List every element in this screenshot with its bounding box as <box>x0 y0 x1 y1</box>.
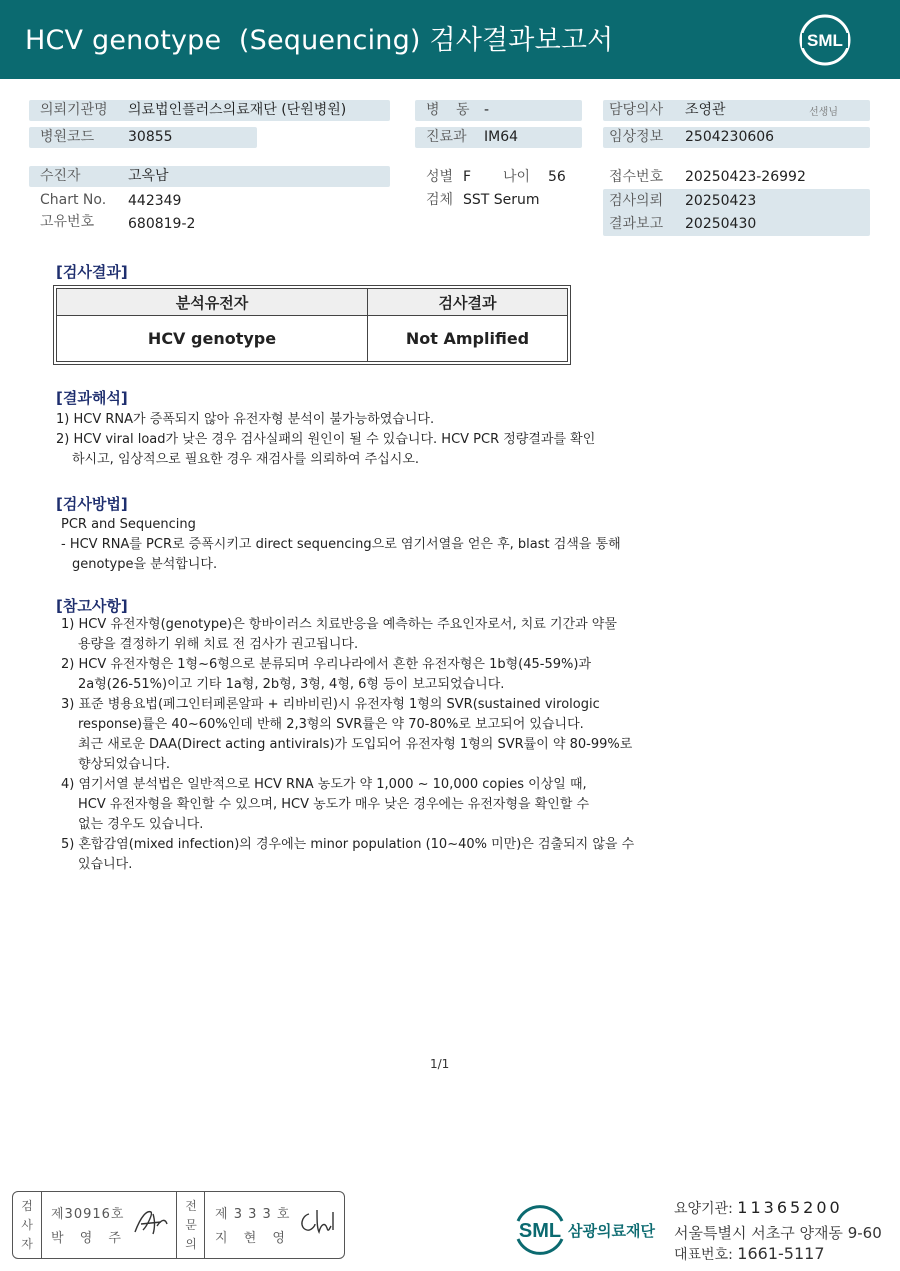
patient-value: 고옥남 <box>128 168 169 184</box>
reference-line: 1) HCV 유전자형(genotype)은 항바이러스 치료반응을 예측하는 주요인자로서, 치료 기간과 약물 <box>61 617 617 632</box>
specialist-license-number: 제 3 3 3 호 <box>215 1207 291 1222</box>
footer-phone-row <box>674 1244 825 1264</box>
reference-line: response)률은 40~60%인데 반해 2,3형의 SVR률은 약 70-80%로 보고되어 있습니다. <box>78 717 584 732</box>
gene-column-header: 분석유전자 <box>57 289 368 316</box>
receipt-value: 20250423-26992 <box>685 169 806 185</box>
reference-line: 최근 새로운 DAA(Direct acting antivirals)가 도입되어 유전자형 1형의 SVR률이 약 80-99%로 <box>78 737 633 752</box>
specimen-label: 검체 <box>426 192 454 208</box>
reference-line: 용량을 결정하기 위해 치료 전 검사가 권고됩니다. <box>78 637 359 652</box>
tester-name: 박 영 주 <box>51 1231 127 1246</box>
logo-text: SML <box>807 31 843 50</box>
specialist-name: 지 현 영 <box>215 1231 291 1246</box>
result-table <box>56 288 568 362</box>
sex-value: F <box>463 169 472 185</box>
method-line: - HCV RNA를 PCR로 증폭시키고 direct sequencing으로 염기서열을 얻은 후, blast 검색을 통해 <box>61 537 621 552</box>
method-line: PCR and Sequencing <box>61 517 196 532</box>
footer-phone-value: 1661-5117 <box>737 1244 825 1263</box>
doctor-suffix: 선생님 <box>809 107 838 118</box>
divider <box>41 1192 42 1258</box>
hospital-code-label: 병원코드 <box>40 129 95 145</box>
ward-value: - <box>484 102 490 118</box>
institution-value: 의료법인플러스의료재단 (단원병원) <box>128 102 347 118</box>
patient-label: 수진자 <box>40 168 81 184</box>
result-column-header: 검사결과 <box>368 289 568 316</box>
chart-value: 442349 <box>128 193 182 209</box>
reference-line: 4) 염기서열 분석법은 일반적으로 HCV RNA 농도가 약 1,000 ~ 10,000 copies 이상일 때, <box>61 777 587 792</box>
page-number: 1/1 <box>430 1057 450 1071</box>
uid-label: 고유번호 <box>40 214 95 230</box>
interpretation-line: 하시고, 임상적으로 필요한 경우 재검사를 의뢰하여 주십시오. <box>72 452 420 467</box>
hospital-code-value: 30855 <box>128 129 173 145</box>
report-date-value: 20250430 <box>685 216 757 232</box>
specimen-value: SST Serum <box>463 192 540 208</box>
sml-footer-logo-icon <box>510 1199 570 1257</box>
reference-line: 2a형(26-51%)이고 기타 1a형, 2b형, 3형, 4형, 6형 등이 보고되었습니다. <box>78 677 505 692</box>
result-section-title: [검사결과] <box>56 263 128 281</box>
clinical-value: 2504230606 <box>685 129 775 145</box>
divider <box>204 1192 205 1258</box>
doctor-label: 담당의사 <box>609 102 664 118</box>
request-value: 20250423 <box>685 193 757 209</box>
footer-org-name: 삼광의료재단 <box>568 1222 655 1240</box>
ward-label: 병 동 <box>426 102 476 118</box>
reference-line: 향상되었습니다. <box>78 757 171 772</box>
interpretation-line: 1) HCV RNA가 증폭되지 않아 유전자형 분석이 불가능하였습니다. <box>56 412 435 427</box>
reference-line: HCV 유전자형을 확인할 수 있으며, HCV 농도가 매우 낮은 경우에는 유전자형을 확인할 수 <box>78 797 590 812</box>
age-label: 나이 <box>503 169 531 185</box>
reference-line: 2) HCV 유전자형은 1형~6형으로 분류되며 우리나라에서 흔한 유전자형은 1b형(45-59%)과 <box>61 657 591 672</box>
footer-logo-text: SML <box>518 1220 562 1242</box>
institution-label: 의뢰기관명 <box>40 102 108 118</box>
footer-code-value: 11365200 <box>737 1198 843 1217</box>
reference-line: 있습니다. <box>78 857 133 872</box>
divider <box>176 1192 177 1258</box>
signature-box <box>12 1191 345 1259</box>
reference-line: 3) 표준 병용요법(페그인터페론알파 + 리바비린)시 유전자형 1형의 SVR(sustained virologic <box>61 697 600 712</box>
uid-value: 680819-2 <box>128 216 196 232</box>
doctor-value: 조영관 <box>685 102 726 118</box>
specialist-label: 전문의 <box>185 1199 197 1251</box>
tester-label: 검사자 <box>21 1199 33 1251</box>
clinical-label: 임상정보 <box>609 129 664 145</box>
dept-value: IM64 <box>484 129 519 145</box>
request-label: 검사의뢰 <box>609 193 664 209</box>
chart-label: Chart No. <box>40 192 107 208</box>
footer-code-row <box>674 1198 843 1218</box>
info-bar <box>29 166 390 187</box>
reference-line: 5) 혼합감염(mixed infection)의 경우에는 minor population (10~40% 미만)은 검출되지 않을 수 <box>61 837 635 852</box>
report-title: HCV genotype (Sequencing) 검사결과보고서 <box>25 25 614 56</box>
interpretation-section-title: [결과해석] <box>56 389 128 407</box>
tester-license-number: 제30916호 <box>51 1207 125 1222</box>
reference-line: 없는 경우도 있습니다. <box>78 817 204 832</box>
reference-section-title: [참고사항] <box>56 597 128 615</box>
sml-logo-icon <box>798 13 852 67</box>
receipt-label: 접수번호 <box>609 169 664 185</box>
interpretation-line: 2) HCV viral load가 낮은 경우 검사실패의 원인이 될 수 있습니다. HCV PCR 정량결과를 확인 <box>56 432 596 447</box>
specialist-signature-icon <box>295 1206 337 1238</box>
gene-cell: HCV genotype <box>57 316 368 362</box>
footer-code-label: 요양기관: <box>674 1201 733 1217</box>
dept-label: 진료과 <box>426 129 467 145</box>
report-header <box>0 0 900 79</box>
tester-signature-icon <box>131 1206 171 1238</box>
method-line: genotype을 분석합니다. <box>72 557 218 572</box>
footer-phone-label: 대표번호: <box>674 1247 733 1263</box>
sex-label: 성별 <box>426 169 454 185</box>
method-section-title: [검사방법] <box>56 495 128 513</box>
age-value: 56 <box>548 169 566 185</box>
result-cell: Not Amplified <box>368 316 568 362</box>
report-date-label: 결과보고 <box>609 216 664 232</box>
footer-address: 서울특별시 서초구 양재동 9-60 <box>674 1224 882 1242</box>
